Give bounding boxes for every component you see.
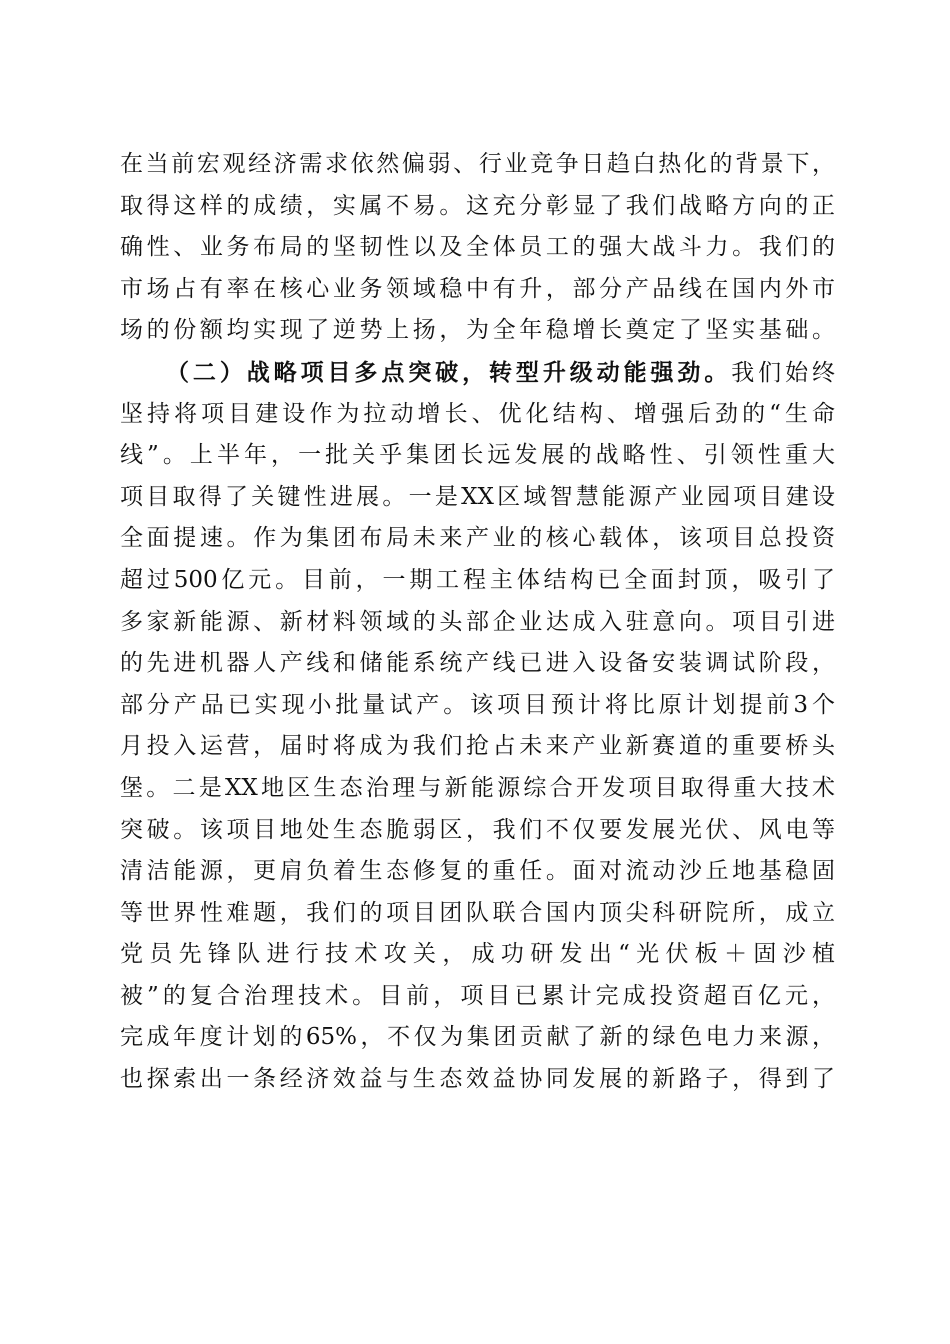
- text-line-rest: 我们始终: [731, 359, 836, 386]
- text-line: 场的份额均实现了逆势上扬，为全年稳增长奠定了坚实基础。: [120, 317, 835, 344]
- text-line: 项目取得了关键性进展。一是XX区域智慧能源产业园项目建设: [120, 483, 835, 510]
- text-line: 部分产品已实现小批量试产。该项目预计将比原计划提前3个: [120, 691, 835, 718]
- text-line: 突破。该项目地处生态脆弱区，我们不仅要发展光伏、风电等: [120, 816, 835, 843]
- text-line: 党员先锋队进行技术攻关，成功研发出“光伏板＋固沙植: [120, 941, 835, 968]
- paragraph-1: [120, 144, 835, 352]
- text-line: 在当前宏观经济需求依然偏弱、行业竞争日趋白热化的背景下，: [120, 151, 835, 177]
- paragraph-2: [120, 352, 835, 1101]
- text-line: 等世界性难题，我们的项目团队联合国内顶尖科研院所，成立: [120, 899, 835, 926]
- text-line: 超过500亿元。目前，一期工程主体结构已全面封顶，吸引了: [120, 566, 835, 593]
- text-line: 清洁能源，更肩负着生态修复的重任。面对流动沙丘地基稳固: [120, 858, 835, 885]
- text-line: 取得这样的成绩，实属不易。这充分彰显了我们战略方向的正: [120, 192, 835, 219]
- text-line: 确性、业务布局的坚韧性以及全体员工的强大战斗力。我们的: [120, 234, 835, 261]
- text-line: 的先进机器人产线和储能系统产线已进入设备安装调试阶段，: [120, 650, 835, 677]
- text-line-first: [120, 352, 835, 394]
- document-body: [120, 144, 835, 1101]
- text-line: 也探索出一条经济效益与生态效益协同发展的新路子，得到了: [120, 1066, 835, 1093]
- text-line: 完成年度计划的65%，不仅为集团贡献了新的绿色电力来源，: [120, 1024, 835, 1051]
- text-line: 月投入运营，届时将成为我们抢占未来产业新赛道的重要桥头: [120, 733, 835, 760]
- text-line: 全面提速。作为集团布局未来产业的核心载体，该项目总投资: [120, 525, 835, 552]
- text-line: 堡。二是XX地区生态治理与新能源综合开发项目取得重大技术: [120, 774, 835, 801]
- text-line: 多家新能源、新材料领域的头部企业达成入驻意向。项目引进: [120, 608, 835, 635]
- text-line: 市场占有率在核心业务领域稳中有升，部分产品线在国内外市: [120, 275, 835, 302]
- text-line: 坚持将项目建设作为拉动增长、优化结构、增强后劲的“生命: [120, 400, 835, 427]
- section-heading: （二）战略项目多点突破，转型升级动能强劲。: [166, 358, 732, 386]
- text-line: 线”。上半年，一批关乎集团长远发展的战略性、引领性重大: [120, 442, 835, 469]
- text-line: 被”的复合治理技术。目前，项目已累计完成投资超百亿元，: [120, 982, 835, 1009]
